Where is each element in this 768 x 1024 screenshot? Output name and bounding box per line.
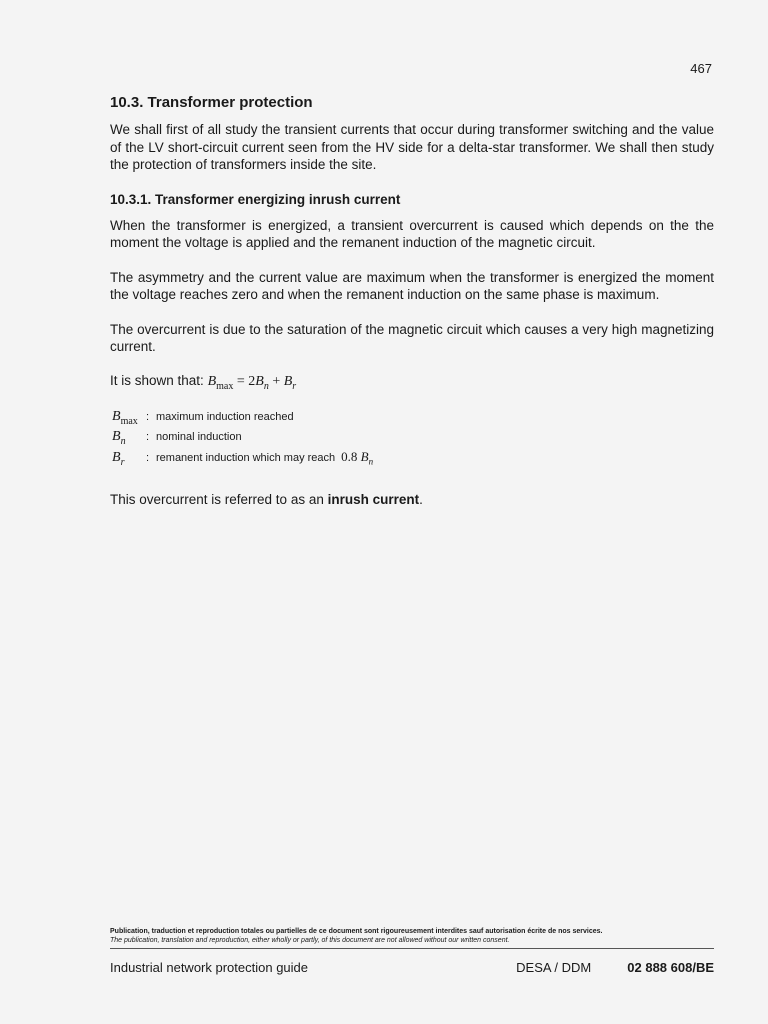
paragraph-energizing: When the transformer is energized, a transient overcurrent is caused which depends on the the moment the voltage is applied and the remanent induction of the magnetic circuit.: [110, 217, 714, 250]
footer-title: Industrial network protection guide: [110, 960, 309, 975]
definition-row: $B_r$ : remanent induction which may reach 0.8 $B_n$: [112, 449, 374, 469]
definition-text: maximum induction reached: [156, 411, 294, 424]
notice-english: The publication, translation and reproduction, either wholly or partly, of this document are not allowed without our written consent.: [110, 937, 510, 944]
footer-department: DESA / DDM: [516, 960, 592, 975]
footer-reference: 02 888 608/BE: [627, 960, 714, 975]
definition-symbol: $B_r$: [112, 450, 125, 469]
formula-intro: It is shown that:: [110, 372, 204, 388]
paragraph-saturation: The overcurrent is due to the saturation of the magnetic circuit which causes a very high magnetizing current.: [110, 321, 714, 354]
section-intro: We shall first of all study the transient currents that occur during transformer switching and the value of the LV short-circuit current seen from the HV side for a delta-star transformer. We shall then study the protection of transformers inside the site.: [110, 122, 714, 172]
definition-text: nominal induction: [156, 431, 242, 444]
subsection-title: 10.3.1. Transformer energizing inrush current: [110, 191, 401, 207]
page-number: 467: [690, 61, 712, 76]
definition-row: $B_{max}$ : maximum induction reached: [112, 409, 294, 428]
formula-line: [110, 373, 714, 392]
definitions-list: [112, 409, 714, 469]
copyright-notice: [110, 927, 714, 945]
inrush-current-term: inrush current: [327, 492, 420, 508]
definition-symbol: $B_n$: [112, 429, 126, 448]
definition-row: $B_n$ : nominal induction: [112, 429, 242, 448]
section-title: 10.3. Transformer protection: [110, 94, 313, 111]
footer: [110, 960, 714, 975]
definition-symbol: $B_{max}$: [112, 409, 138, 428]
notice-french: Publication, traduction et reproduction totales ou partielles de ce document sont rigoureusement interdites sauf autorisation écrite de nos services.: [110, 928, 603, 935]
conclusion: This overcurrent is referred to as an inrush current.: [110, 492, 423, 508]
definition-text: remanent induction which may reach: [156, 452, 336, 465]
induction-formula: $B_{max} = 2B_n + B_r$: [207, 373, 297, 392]
definition-value: 0.8 $B_n$: [341, 449, 374, 467]
document-body: [110, 94, 714, 526]
paragraph-asymmetry: The asymmetry and the current value are maximum when the transformer is energized the moment the voltage reaches zero and when the remanent induction on the same phase is maximum.: [110, 269, 714, 302]
footer-divider: [110, 948, 714, 949]
